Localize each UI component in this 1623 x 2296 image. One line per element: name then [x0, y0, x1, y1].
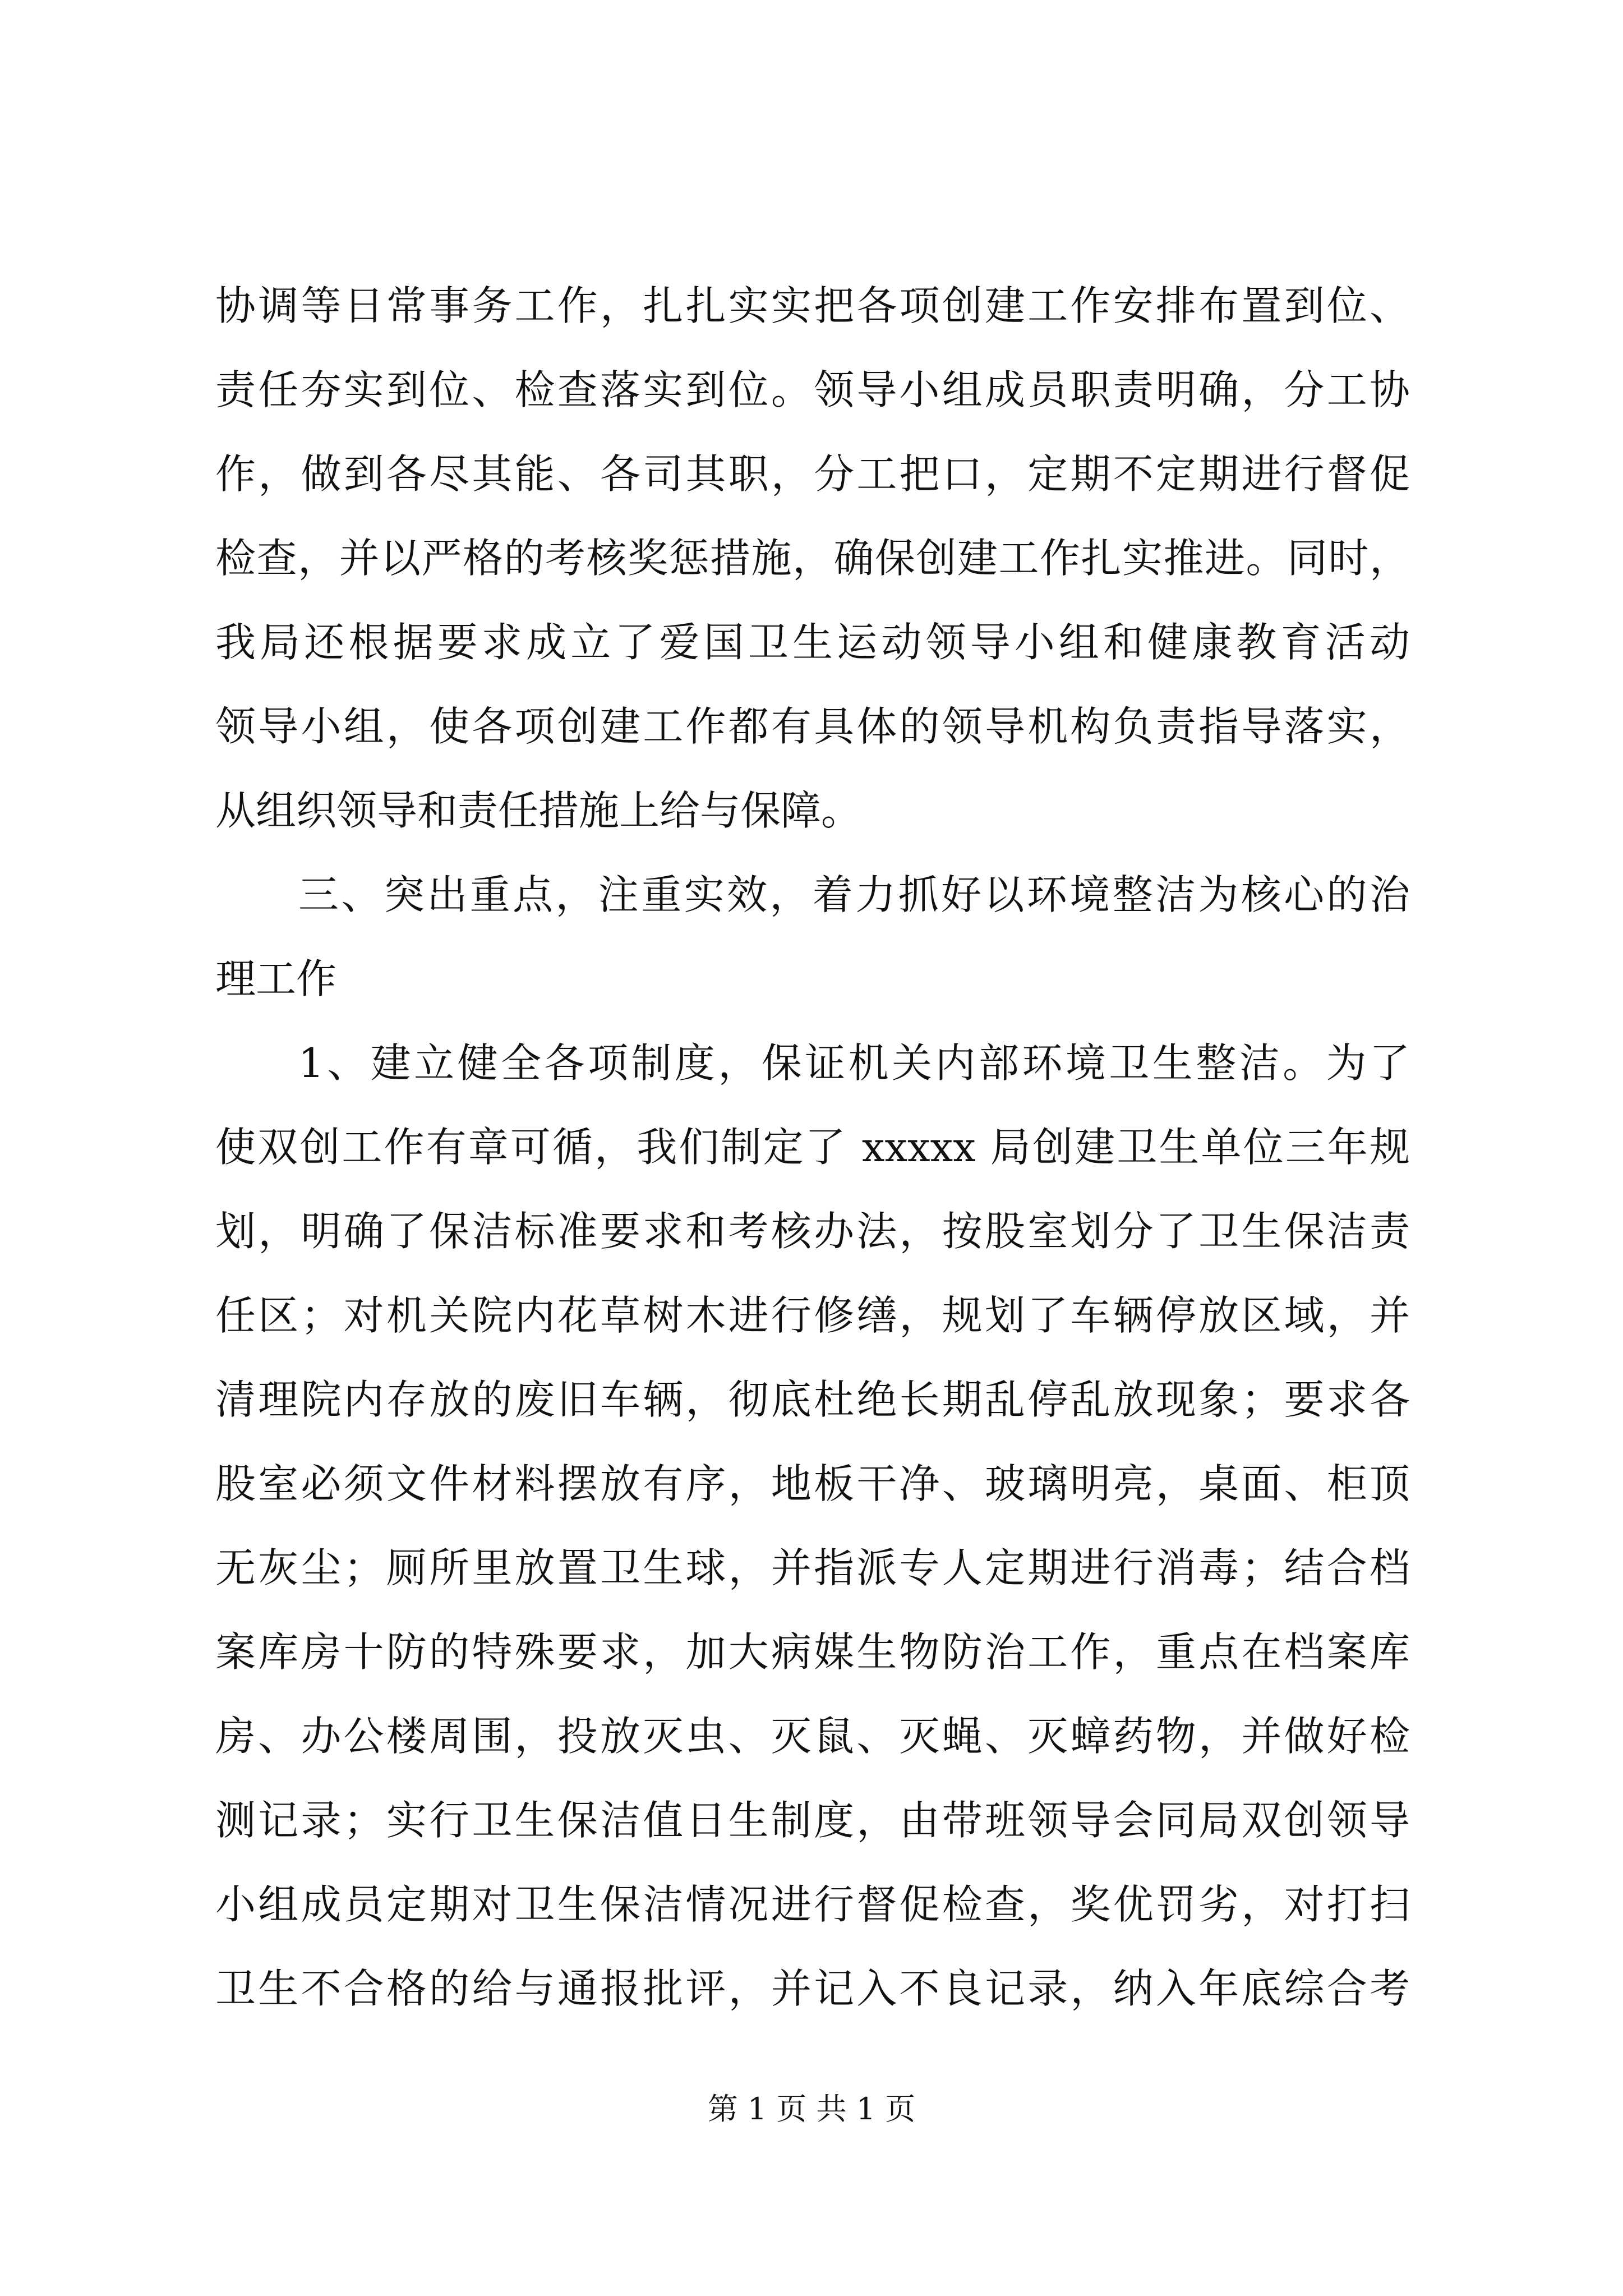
text-line: 领导小组，使各项创建工作都有具体的领导机构负责指导落实，	[215, 703, 1410, 750]
text-line: 我局还根据要求成立了爱国卫生运动领导小组和健康教育活动	[215, 619, 1410, 666]
text-line: 作，做到各尽其能、各司其职，分工把口，定期不定期进行督促	[215, 450, 1410, 498]
text-line: 清理院内存放的废旧车辆，彻底杜绝长期乱停乱放现象；要求各	[215, 1376, 1410, 1423]
text-line: 无灰尘；厕所里放置卫生球，并指派专人定期进行消毒；结合档	[215, 1544, 1410, 1591]
text-line: 责任夯实到位、检查落实到位。领导小组成员职责明确，分工协	[215, 366, 1410, 413]
text-line: 房、办公楼周围，投放灭虫、灭鼠、灭蝇、灭蟑药物，并做好检	[215, 1713, 1410, 1760]
text-line: 测记录；实行卫生保洁值日生制度，由带班领导会同局双创领导	[215, 1797, 1410, 1844]
text-line: 卫生不合格的给与通报批评，并记入不良记录，纳入年底综合考	[215, 1965, 1410, 2012]
text-line: 检查，并以严格的考核奖惩措施，确保创建工作扎实推进。同时，	[215, 535, 1410, 582]
text-line: 1、建立健全各项制度，保证机关内部环境卫生整洁。为了	[298, 1039, 1410, 1087]
text-line: 任区；对机关院内花草树木进行修缮，规划了车辆停放区域，并	[215, 1292, 1410, 1339]
page-number-label: 第 1 页 共 1 页	[707, 2091, 916, 2127]
text-line: 使双创工作有章可循，我们制定了 xxxxx 局创建卫生单位三年规	[215, 1124, 1410, 1171]
text-line: 划，明确了保洁标准要求和考核办法，按股室划分了卫生保洁责	[215, 1208, 1410, 1255]
section-heading-line: 三、突出重点，注重实效，着力抓好以环境整洁为核心的治	[298, 871, 1410, 918]
text-line: 从组织领导和责任措施上给与保障。	[215, 787, 862, 834]
section-heading-line: 理工作	[215, 955, 337, 1002]
text-line: 小组成员定期对卫生保洁情况进行督促检查，奖优罚劣，对打扫	[215, 1881, 1410, 1928]
page-footer	[0, 2090, 1623, 2129]
document-body	[215, 264, 1410, 2031]
text-line: 协调等日常事务工作，扎扎实实把各项创建工作安排布置到位、	[215, 282, 1410, 329]
text-line: 案库房十防的特殊要求，加大病媒生物防治工作，重点在档案库	[215, 1628, 1410, 1676]
text-line: 股室必须文件材料摆放有序，地板干净、玻璃明亮，桌面、柜顶	[215, 1460, 1410, 1507]
